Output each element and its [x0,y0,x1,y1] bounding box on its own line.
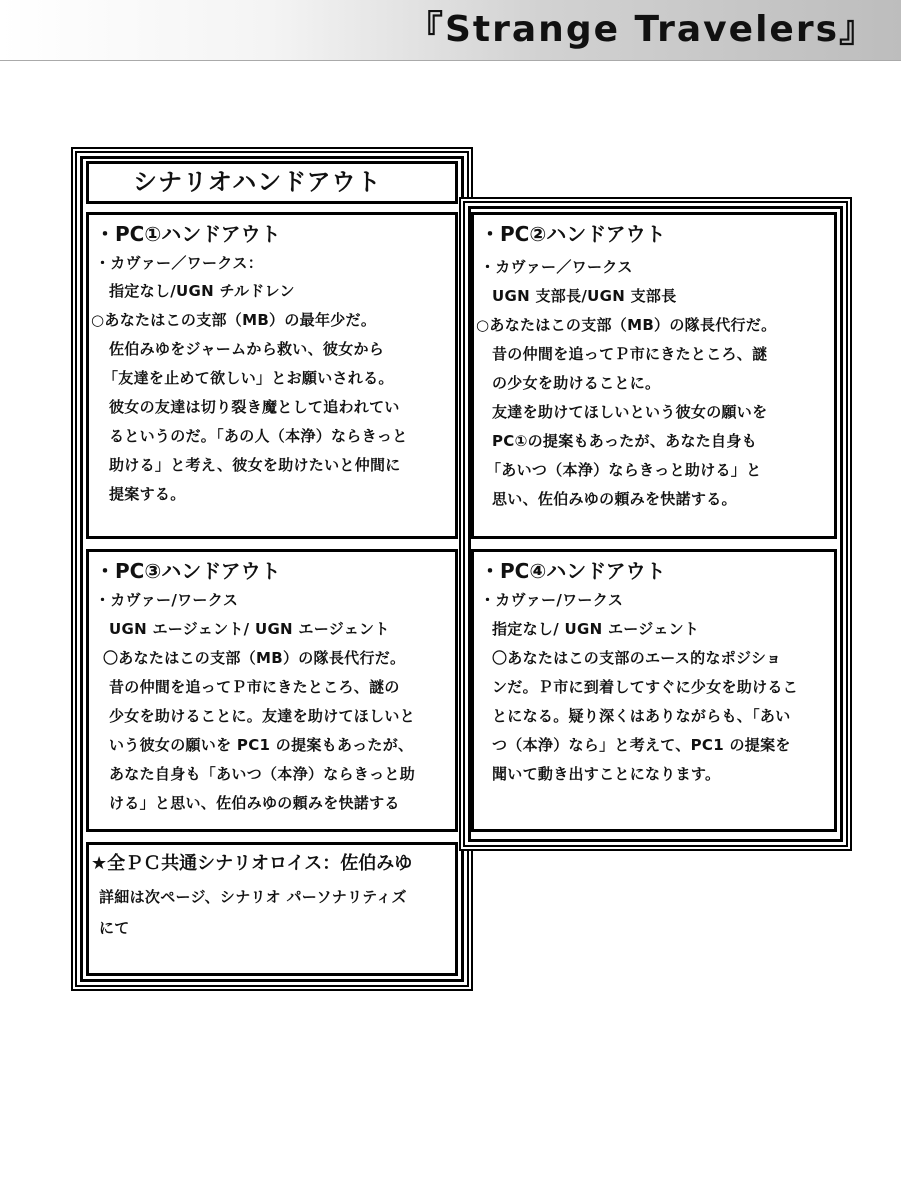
handout-line: とになる。疑り深くはありながらも、「あい [492,707,791,725]
handout-title: ・PC①ハンドアウト [95,222,281,246]
common-roice-line: 詳細は次ページ、シナリオ パーソナリティズ [99,888,407,906]
handout-pc1 [86,212,458,539]
handout-line: つ（本浄）なら」と考えて、PC1 の提案を [492,736,791,754]
handout-line: ンだ。Ｐ市に到着してすぐに少女を助けるこ [492,678,799,696]
handout-line: 提案する。 [109,485,186,503]
handout-line: 彼女の友達は切り裂き魔として追われてい [109,398,400,416]
section-title: シナリオハンドアウト [86,161,458,204]
cover-works-label: ・カヴァー／ワークス： [95,254,264,272]
handout-pc4 [471,549,837,832]
handout-line: いう彼女の願いを PC1 の提案もあったが、 [109,736,414,754]
cover-works-value: 指定なし/ UGN エージェント [492,620,700,638]
cover-works-label: ・カヴァー/ワークス [480,591,624,609]
handout-line: 佐伯みゆをジャームから救い、彼女から [109,340,385,358]
handout-line: 思い、佐伯みゆの頼みを快諾する。 [492,490,737,508]
handout-title: ・PC④ハンドアウト [480,559,666,583]
handout-line: ける」と思い、佐伯みゆの頼みを快諾する [109,794,400,812]
handout-line: ○あなたはこの支部（MB）の最年少だ。 [91,311,377,329]
cover-works-label: ・カヴァー/ワークス [95,591,239,609]
cover-works-value: UGN 支部長/UGN 支部長 [492,287,677,305]
common-roice-box [86,842,458,976]
handout-line: 友達を助けてほしいという彼女の願いを [492,403,768,421]
handout-line: 聞いて動き出すことになります。 [492,765,721,783]
handout-line: 「あいつ（本浄）ならきっと助ける」と [486,461,762,479]
handout-line: 昔の仲間を追ってＰ市にきたところ、謎の [109,678,400,696]
handout-pc2 [471,212,837,539]
cover-works-value: UGN エージェント/ UGN エージェント [109,620,390,638]
handout-line: の少女を助けることに。 [492,374,661,392]
handout-line: 〇あなたはこの支部（MB）の隊長代行だ。 [103,649,406,667]
cover-works-value: 指定なし/UGN チルドレン [109,282,295,300]
handout-line: 「友達を止めて欲しい」とお願いされる。 [103,369,394,387]
header-band [0,0,901,61]
handout-line: 昔の仲間を追ってＰ市にきたところ、謎 [492,345,768,363]
handout-line: あなた自身も「あいつ（本浄）ならきっと助 [109,765,416,783]
handout-line: 助ける」と考え、彼女を助けたいと仲間に [109,456,401,474]
handout-title: ・PC②ハンドアウト [480,222,666,246]
handout-line: PC①の提案もあったが、あなた自身も [492,432,757,450]
handout-title: ・PC③ハンドアウト [95,559,281,583]
common-roice-title: ★全ＰＣ共通シナリオロイス：佐伯みゆ [91,853,413,874]
common-roice-line: にて [99,919,130,937]
handout-line: 〇あなたはこの支部のエース的なポジショ [492,649,782,667]
handout-line: ○あなたはこの支部（MB）の隊長代行だ。 [476,316,777,334]
handout-pc3 [86,549,458,832]
cover-works-label: ・カヴァー／ワークス [480,258,633,276]
document-title: 『Strange Travelers』 [407,9,877,50]
handout-line: るというのだ。「あの人（本浄）ならきっと [109,427,408,445]
handout-line: 少女を助けることに。友達を助けてほしいと [109,707,416,725]
